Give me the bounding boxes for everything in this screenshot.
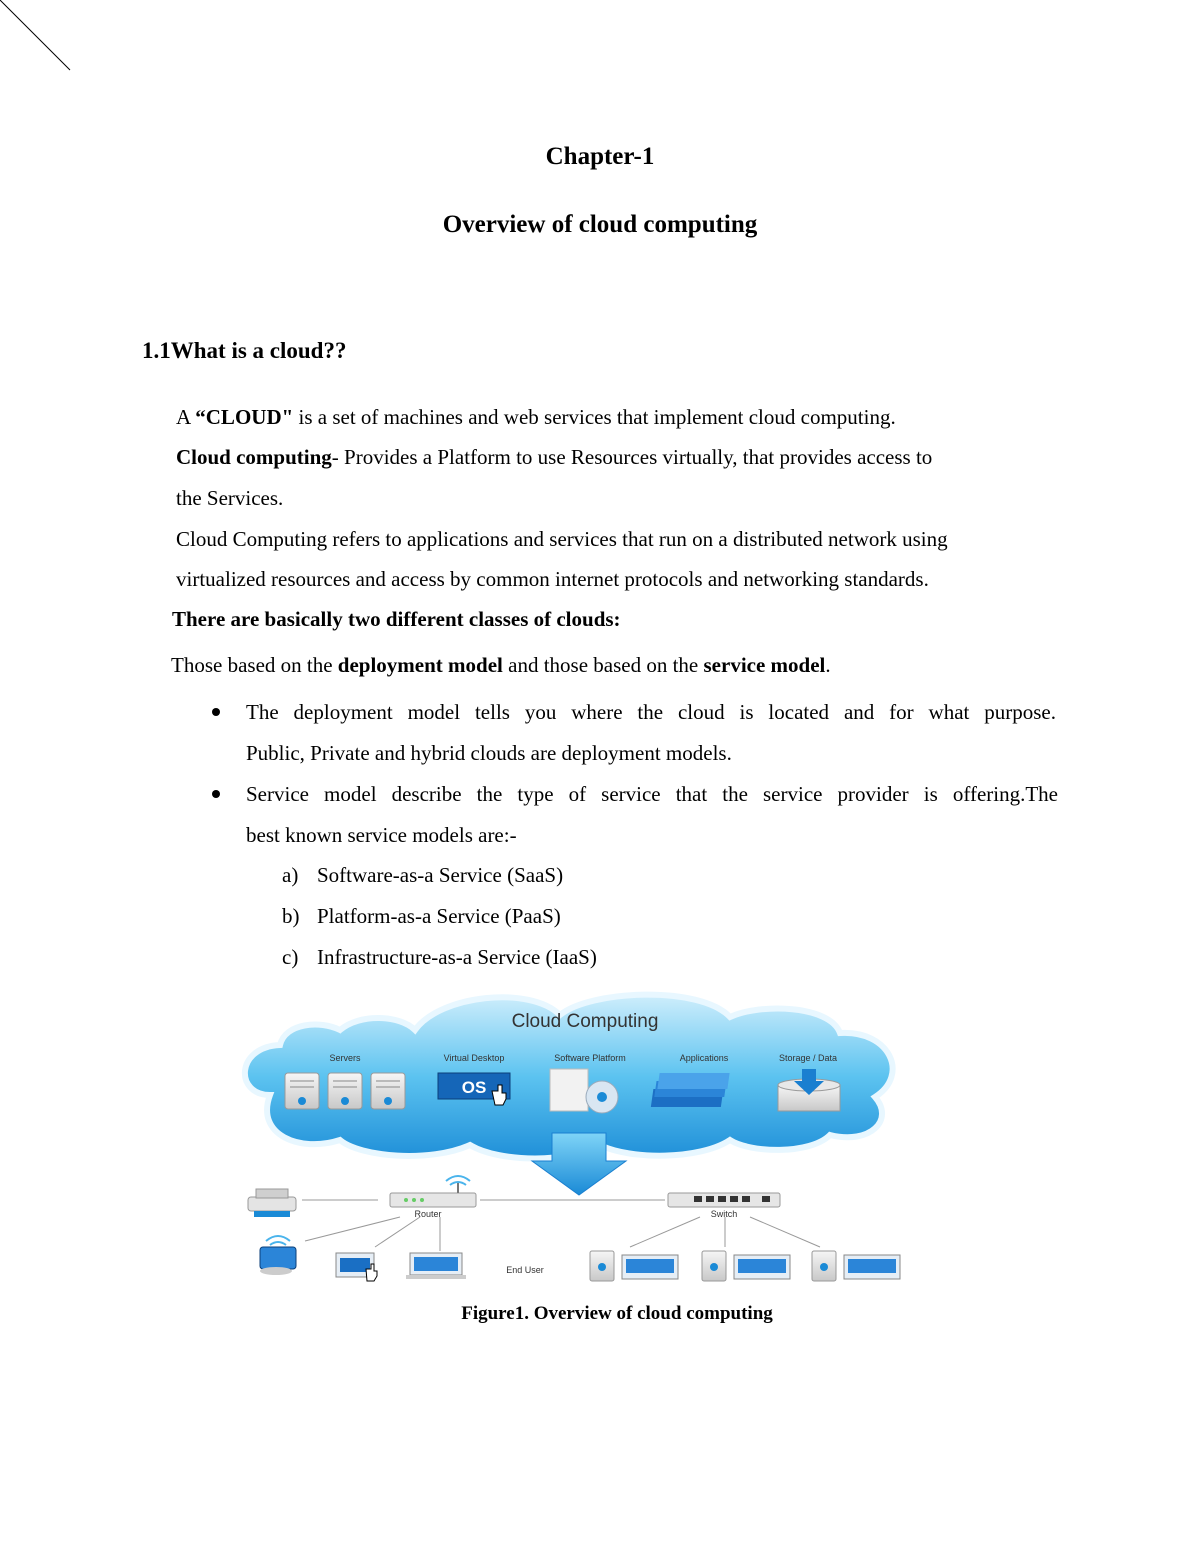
router-label: Router xyxy=(414,1209,442,1219)
list-item-iaas: Infrastructure-as-a Service (IaaS) xyxy=(317,945,597,969)
list-marker: a) xyxy=(282,863,299,887)
printer-icon xyxy=(248,1189,296,1217)
cloud-computing-figure xyxy=(230,985,910,1290)
applications-icon xyxy=(651,1073,730,1107)
network-lines xyxy=(302,1200,820,1251)
workstation-icon xyxy=(812,1251,900,1281)
workstation-icon xyxy=(702,1251,790,1281)
end-user-label: End User xyxy=(506,1265,544,1275)
cloud-computing-definition-line2: the Services. xyxy=(176,486,284,510)
classes-line: Those based on the deployment model and those based on the service model. xyxy=(171,653,831,677)
bullet-dot xyxy=(212,708,220,716)
section-heading: 1.1What is a cloud?? xyxy=(142,338,347,363)
document-title: Overview of cloud computing xyxy=(442,211,758,238)
list-item-paas: Platform-as-a Service (PaaS) xyxy=(317,904,561,928)
bullet-dot xyxy=(212,790,220,798)
bullet-service-line2: best known service models are:- xyxy=(246,823,517,847)
desktop-touch-icon xyxy=(336,1253,377,1281)
router-icon xyxy=(390,1176,476,1207)
tablet-user-icon xyxy=(260,1236,296,1275)
classes-heading: There are basically two different classes of clouds: xyxy=(172,607,621,631)
corner-diagonal-line xyxy=(0,0,80,80)
switch-label: Switch xyxy=(710,1209,738,1219)
list-marker: b) xyxy=(282,904,300,928)
chapter-title: Chapter-1 xyxy=(545,143,655,170)
cloud-computing-refers-line2: virtualized resources and access by common internet protocols and networking standards. xyxy=(176,567,929,591)
cloud-title: Cloud Computing xyxy=(511,1011,659,1032)
os-label: OS xyxy=(461,1078,487,1097)
category-servers: Servers xyxy=(329,1053,361,1063)
bullet-service-line1: Service model describe the type of service that the service provider is offering.The xyxy=(246,782,1058,806)
list-item-saas: Software-as-a Service (SaaS) xyxy=(317,863,564,887)
bullet-deployment-line1: The deployment model tells you where the cloud is located and for what purpose. xyxy=(246,700,1056,724)
category-software-platform: Software Platform xyxy=(554,1053,626,1063)
category-storage-data: Storage / Data xyxy=(778,1053,838,1063)
list-marker: c) xyxy=(282,945,299,969)
cloud-computing-refers-line1: Cloud Computing refers to applications and services that run on a distributed network using xyxy=(176,527,948,551)
figure-caption: Figure1. Overview of cloud computing xyxy=(461,1303,773,1324)
laptop-icon xyxy=(406,1253,466,1279)
cloud-definition: A “CLOUD" is a set of machines and web services that implement cloud computing. xyxy=(176,405,896,429)
cloud-computing-definition-line1: Cloud computing- Provides a Platform to use Resources virtually, that provides access to xyxy=(176,445,933,469)
bullet-deployment-line2: Public, Private and hybrid clouds are deployment models. xyxy=(246,741,732,765)
category-applications: Applications xyxy=(679,1053,729,1063)
switch-icon xyxy=(668,1193,780,1207)
servers-icon xyxy=(285,1073,405,1109)
category-virtual-desktop: Virtual Desktop xyxy=(443,1053,505,1063)
workstation-icon xyxy=(590,1251,678,1281)
